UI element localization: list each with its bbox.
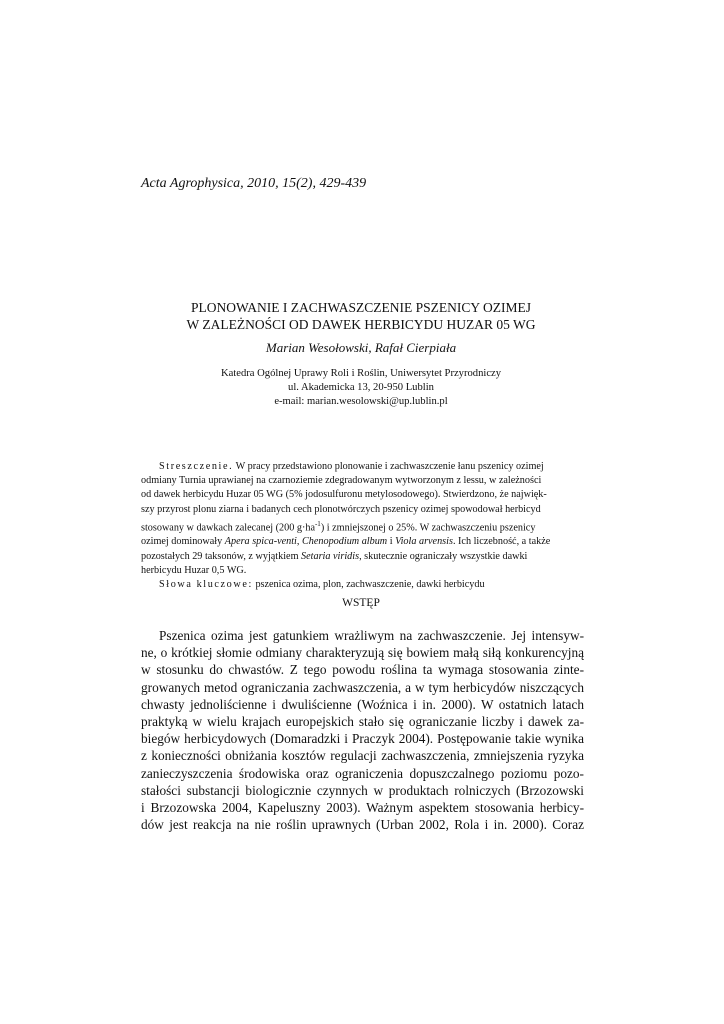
species-name: Viola arvensis — [395, 536, 453, 548]
species-name: Setaria viridis — [301, 550, 360, 562]
body-line: stałości substancji biologicznie czynnych w produktach rolniczych (Brzozowski — [141, 782, 584, 798]
abstract-text: i — [387, 536, 396, 548]
abstract-text: stosowany w dawkach zalecanej (200 g·ha — [141, 522, 315, 534]
abstract-line: szy przyrost plonu ziarna i badanych cech plonotwórczych pszenicy ozimej spowodował herbicyd — [141, 503, 541, 515]
keywords-line — [141, 578, 584, 592]
abstract-line — [141, 550, 584, 564]
abstract-label: Streszczenie. — [159, 461, 234, 472]
superscript: -1 — [314, 519, 321, 528]
authors: Marian Wesołowski, Rafał Cierpiała — [265, 340, 457, 355]
paper-title — [140, 300, 582, 333]
abstract-text: pozostałych 29 taksonów, z wyjątkiem — [141, 550, 302, 562]
title-line: PLONOWANIE I ZACHWASZCZENIE PSZENICY OZIMEJ — [191, 300, 531, 315]
species-name: Apera spica-venti — [224, 536, 297, 548]
keywords: pszenica ozima, plon, zachwaszczenie, dawki herbicydu — [252, 579, 485, 591]
abstract-text: ) i zmniejszonej o 25%. W zachwaszczeniu pszenicy — [320, 522, 536, 534]
abstract-text: . Ich liczebność, a także — [452, 536, 551, 548]
title-line: W ZALEŻNOŚCI OD DAWEK HERBICYDU HUZAR 05 WG — [186, 316, 536, 332]
abstract-text: W pracy przedstawiono plonowanie i zachwaszczenie łanu pszenicy ozimej — [233, 461, 544, 472]
affiliation-line: ul. Akademicka 13, 20-950 Lublin — [288, 382, 434, 393]
body-line: dów jest reakcja na nie roślin uprawnych (Urban 2002, Rola i in. 2000). Coraz — [141, 817, 584, 833]
body-line: ne, o krótkiej słomie odmiany charakteryzują się bowiem małą siłą konkurencyjną — [141, 645, 584, 661]
abstract-line: od dawek herbicydu Huzar 05 WG (5% jodosulfuronu metylosodowego). Stwierdzono, że najwięk- — [141, 489, 547, 501]
body-line: Pszenica ozima jest gatunkiem wrażliwym na zachwaszczenie. Jej intensyw- — [159, 628, 584, 643]
keywords-label: Słowa kluczowe: — [159, 579, 253, 591]
abstract-text: ozimej dominowały — [141, 536, 225, 548]
abstract-line: herbicydu Huzar 0,5 WG. — [141, 564, 247, 576]
section-heading: WSTĘP — [342, 597, 380, 609]
abstract-line — [141, 517, 584, 536]
abstract-text: , — [296, 536, 302, 548]
body-line: z konieczności obniżania kosztów regulacji zachwaszczenia, zmniejszenia ryzyka — [141, 748, 584, 764]
abstract-line — [141, 460, 584, 474]
species-name: Chenopodium album — [301, 536, 388, 548]
abstract — [141, 460, 584, 592]
body-line: w stosunku do chwastów. Z tego powodu roślina ta wymaga stosowania zinte- — [141, 662, 584, 678]
body-paragraph — [141, 627, 584, 833]
email-line: e-mail: marian.wesolowski@up.lublin.pl — [274, 396, 448, 407]
body-line: biegów herbicydowych (Domaradzki i Praczyk 2004). Postępowanie takie wynika — [141, 731, 584, 747]
body-line: growanych metod ograniczania zachwaszczenia, a w tym herbicydów niszczących — [141, 679, 584, 695]
abstract-line — [141, 535, 584, 549]
abstract-text: , skutecznie ograniczały wszystkie dawki — [359, 550, 528, 562]
abstract-line: odmiany Turnia uprawianej na czarnoziemie zdegradowanym wytworzonym z lessu, w zależności — [141, 475, 542, 487]
body-line: i Brzozowska 2004, Kapeluszny 2003). Ważnym aspektem stosowania herbicy- — [141, 800, 584, 816]
journal-reference: Acta Agrophysica, 2010, 15(2), 429-439 — [141, 176, 367, 191]
affiliation-line: Katedra Ogólnej Uprawy Roli i Roślin, Uniwersytet Przyrodniczy — [220, 368, 502, 379]
body-line: chwasty jednoliścienne i dwuliścienne (Woźnica i in. 2000). W ostatnich latach — [141, 696, 584, 712]
body-line: praktyką w wielu krajach europejskich stało się ograniczanie liczby i dawek za- — [141, 714, 584, 730]
affiliation — [140, 367, 582, 409]
body-line: zanieczyszczenia środowiska oraz ograniczenia dopuszczalnego poziomu pozo- — [141, 765, 584, 781]
